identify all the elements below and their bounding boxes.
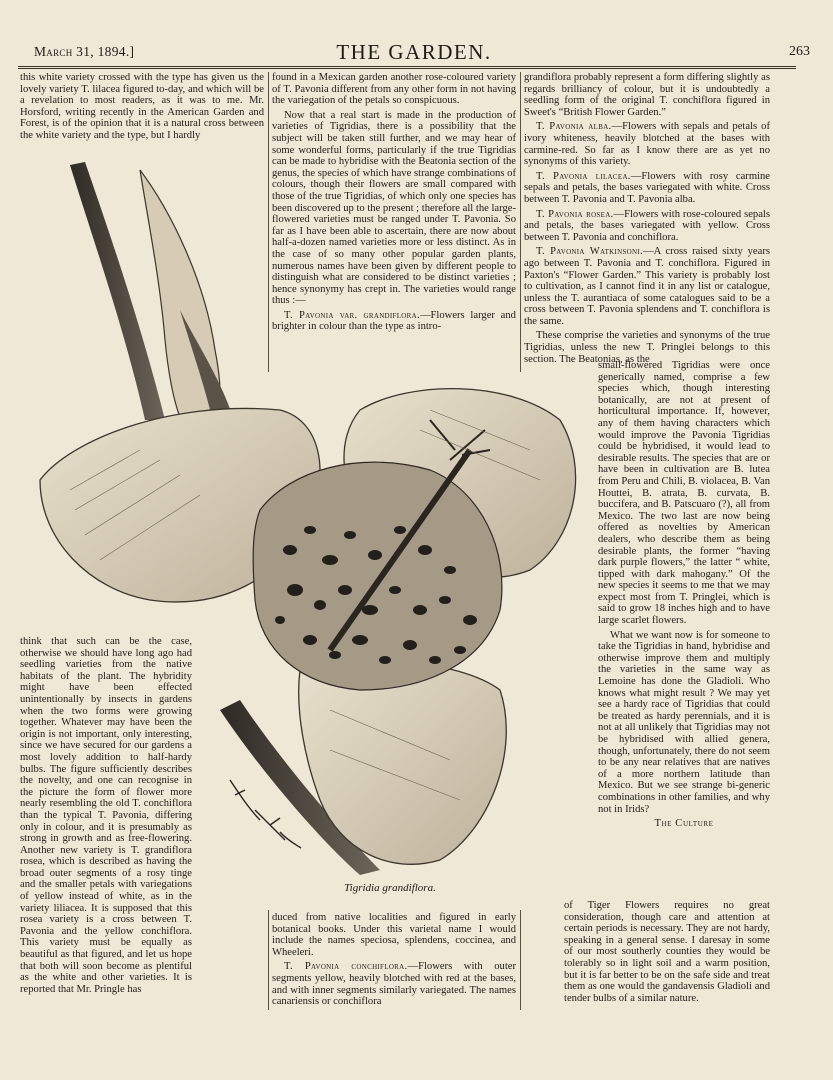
page-header [18,40,810,66]
variety-description: —Flowers larger and brighter in colour than the type as intro- [272,309,516,333]
header-rule-lower [18,68,796,69]
tigridia-illustration [30,150,590,885]
header-rule [18,66,796,67]
variety-name: T. Pavonia rosea. [536,208,614,220]
paragraph: Now that a real start is made in the production of varieties of Tigridias, there is a possibility that the subject will be taken still further, and we may hear of some wonderful forms, particularly if the true Tigridias can be made to hybridise with the Beatonia section of the genus, the species of which have strange combinations of colours, though their flowers are small compared with those of the true Tigridias, of which only one species has been discovered up to the present ; therefore all the large-flowered varieties must be ranged under T. Pavonia. So far as I have been able to ascertain, there are now about half-a-dozen named varieties more or less distinct. As in the case of so many other popular garden plants, numerous names have been given by different people to distinguish what are considered to be distinct varieties ; hence synonymy has crept in. The varieties would range thus :— [272,109,516,307]
column-divider-1-bottom [268,910,269,1010]
paragraph: this white variety crossed with the type has given us the lovely variety T. lilacea figured to-day, and which will be a revelation to most readers, as it was to me. Mr. Horsford, writing recently in the American Garden and Forest, is of the opinion that it is a natural cross between the white variety and the type, but I hardly [20,72,264,141]
paragraph: What we want now is for someone to take the Tigridias in hand, hybridise and otherwise improve them and multiply the varieties in the same way as Lemoine has done the Gladioli. Who knows what might result ? We may yet see a hardy race of Tigridias that could be treated as hardy perennials, and it is not at all unlikely that Tigridias may not be hybridised with allied genera, though, unfortunately, there do not seem to be any near relatives that are natives of a more northern latitude than Mexico. But we see strange bi-generic combinations in other families, and why not in Irids? [598,629,770,815]
paragraph: These comprise the varieties and synonyms of the true Tigridias, unless the new T. Pringlei belongs to this section. The Beatonias, as the [524,330,770,365]
variety-description: —Flowers with rose-coloured sepals and petals, the bases variegated with yellow. Cross between T. Pavonia and conchiflora. [524,208,770,243]
variety-description: —Flowers with sepals and petals of ivory whiteness, heavily blotched at the bases with carmine-red. So far as I know there are as yet no synonyms of this variety. [524,121,770,168]
paragraph: small-flowered Tigridias were once generically named, comprise a few species which, though interesting botanically, are not at present of horticultural importance. If, however, any of them having characters which would improve the Pavonia Tigridias could be hybridised, it would lead to desirable results. The species that are or have been in cultivation are B. lutea from Peru and Chili, B. violacea, B. Van Houttei, B. atrata, B. curvata, B. buccifera, and B. Patscuaro (?), all from Mexico. The two last are now being offered as novelties by American dealers, who describe them as being desirable plants, the former “having dark purple flowers,” the latter “ white, tipped with dark mahogany.” Of the new species it seems to me that we may expect most from T. Pringlei, which is said to grow 18 inches high and to have large scarlet flowers. [598,360,770,627]
variety-name: T. Pavonia conchiflora. [284,961,408,973]
figure-caption: Tigridia grandiflora. [344,882,436,894]
column-1-top-text [20,72,264,142]
paragraph: think that such can be the case, otherwise we should have long ago had seedling varieties from the native habitats of the plant. The hybridity might have been effected unintentionally by insects in gardens when the two forms were growing together. Whatever may have been the origin is not important, only interesting, since we have secured for our gardens a most lovely addition to half-hardy bulbs. The figure sufficiently describes the novelty, and one can recognise in the picture the form of flower more nearly resembling the old T. conchiflora than the typical T. Pavonia, differing only in colour, and it is presumably as strong in growth and as free-flowering. Another new variety is T. grandiflora rosea, which is described as having the broad outer segments of a rosy tinge and the smaller petals with variegations of yellow instead of white, as in the variety liliacea. It is supposed that this rosea variety is a cross between T. Pavonia and the yellow conchiflora. This variety must be equally as beautiful as that figured, and let us hope that both will soon become as plentiful as the white and other varieties. It is reported that Mr. Pringle has [20,636,192,995]
variety-description: —A cross raised sixty years ago between T. Pavonia and T. conchiflora. Figured in Paxton's “Flower Garden.” This variety is probably lost to cultivation, as I cannot find it in any list or catalogue, unless the T. aurantiaca of some catalogues said to be a cross between T. Pavonia splendens and T. conchiflora is the same. [524,246,770,327]
header-date: March 31, 1894.] [34,44,135,59]
header-title: THE GARDEN. [336,40,492,64]
column-3-bottom-text [524,900,770,1004]
engraver-signature [225,770,305,850]
variety-conchiflora [272,961,516,1007]
variety-name: T. Pavonia var. grandiflora. [284,309,420,321]
column-3-narrow-text [598,360,770,833]
variety-description: —Flowers with rosy carmine sepals and petals, the bases variegated with white. Cross between T. Pavonia and T. Pavonia alba. [524,170,770,205]
paragraph: found in a Mexican garden another rose-coloured variety of T. Pavonia different from any other form in not having the variegation of the petals so conspicuous. [272,72,516,107]
section-heading: The Culture [654,818,714,830]
tigridia-flower-engraving [30,150,590,885]
paragraph: grandiflora probably represent a form differing slightly as regards brilliancy of colour, but it is undoubtedly a seedling form of the original T. conchiflora figured in Sweet's “British Flower Garden.” [524,72,770,118]
page-number: 263 [789,44,810,59]
column-divider-2-bottom [520,910,521,1010]
variety-description: —Flowers with outer segments yellow, heavily blotched with red at the bases, and with inner segments similarly variegated. The names canariensis or conchiflora [272,961,516,1008]
spotted-cup [253,462,502,690]
variety-name: T. Pavonia lilacea. [536,170,631,182]
variety-name: T. Pavonia Watkinsoni. [536,246,643,258]
column-2-bottom-text [272,912,516,1008]
paragraph: of Tiger Flowers requires no great consideration, though care and attention at certain periods is necessary. They are not hardy, speaking in a general sense. I daresay in some of our most southerly counties they would be tolerably so in light soil and a warm position, but it is far better to be on the safe side and treat them as one would the gandavensis Gladioli and tender bulbs of a similar nature. [564,900,770,1004]
variety-name: T. Pavonia alba. [536,121,612,133]
paragraph: duced from native localities and figured in early botanical books. Under this varietal name I would include the names speciosa, splendens, coccinea, and Wheeleri. [272,912,516,958]
